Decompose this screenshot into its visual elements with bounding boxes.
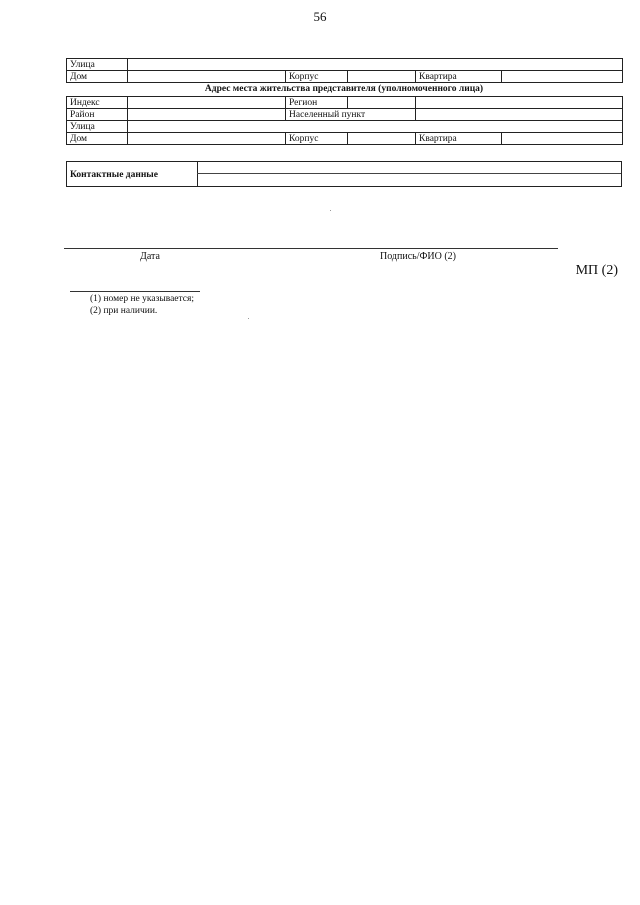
building-label: Корпус — [286, 71, 348, 83]
rep-street-field[interactable] — [128, 121, 623, 133]
signature-label: Подпись/ФИО (2) — [380, 251, 457, 262]
rep-house-label: Дом — [67, 133, 128, 145]
footnote-1: (1) номер не указывается; — [90, 294, 194, 304]
signature-line[interactable] — [64, 248, 558, 249]
rep-apartment-label: Квартира — [416, 133, 502, 145]
building-field[interactable] — [348, 71, 416, 83]
footnote-2: (2) при наличии. — [90, 306, 158, 316]
rep-building-label: Корпус — [286, 133, 348, 145]
house-row — [67, 71, 623, 83]
house-field[interactable] — [128, 71, 286, 83]
contacts-divider — [197, 162, 198, 186]
district-row — [67, 109, 623, 121]
page-number: 56 — [313, 9, 327, 24]
index-field[interactable] — [128, 97, 286, 109]
rep-street-label: Улица — [67, 121, 128, 133]
settlement-label: Населенный пункт — [286, 109, 416, 121]
district-label: Район — [67, 109, 128, 121]
street-field[interactable] — [128, 59, 623, 71]
scan-speck — [330, 210, 331, 211]
index-row — [67, 97, 623, 109]
rep-street-row — [67, 121, 623, 133]
house-label: Дом — [67, 71, 128, 83]
settlement-field[interactable] — [416, 109, 623, 121]
footnote-rule — [70, 291, 200, 292]
contacts-label: Контактные данные — [70, 170, 158, 180]
contacts-box — [66, 161, 622, 187]
scan-speck — [248, 318, 249, 319]
rep-building-field[interactable] — [348, 133, 416, 145]
rep-address-table — [66, 96, 623, 145]
rep-apartment-field[interactable] — [502, 133, 623, 145]
date-label: Дата — [140, 251, 160, 262]
rep-house-field[interactable] — [128, 133, 286, 145]
index-label: Индекс — [67, 97, 128, 109]
apartment-label: Квартира — [416, 71, 502, 83]
contacts-field-line[interactable] — [197, 173, 621, 174]
region-field-a[interactable] — [348, 97, 416, 109]
rep-section-title: Адрес места жительства представителя (уполномоченного лица) — [204, 84, 484, 94]
apartment-field[interactable] — [502, 71, 623, 83]
street-row — [67, 59, 623, 71]
stamp-label: МП (2) — [575, 263, 618, 278]
street-label: Улица — [67, 59, 128, 71]
district-field[interactable] — [128, 109, 286, 121]
address-table-top — [66, 58, 623, 83]
region-label: Регион — [286, 97, 348, 109]
rep-house-row — [67, 133, 623, 145]
region-field-b[interactable] — [416, 97, 623, 109]
